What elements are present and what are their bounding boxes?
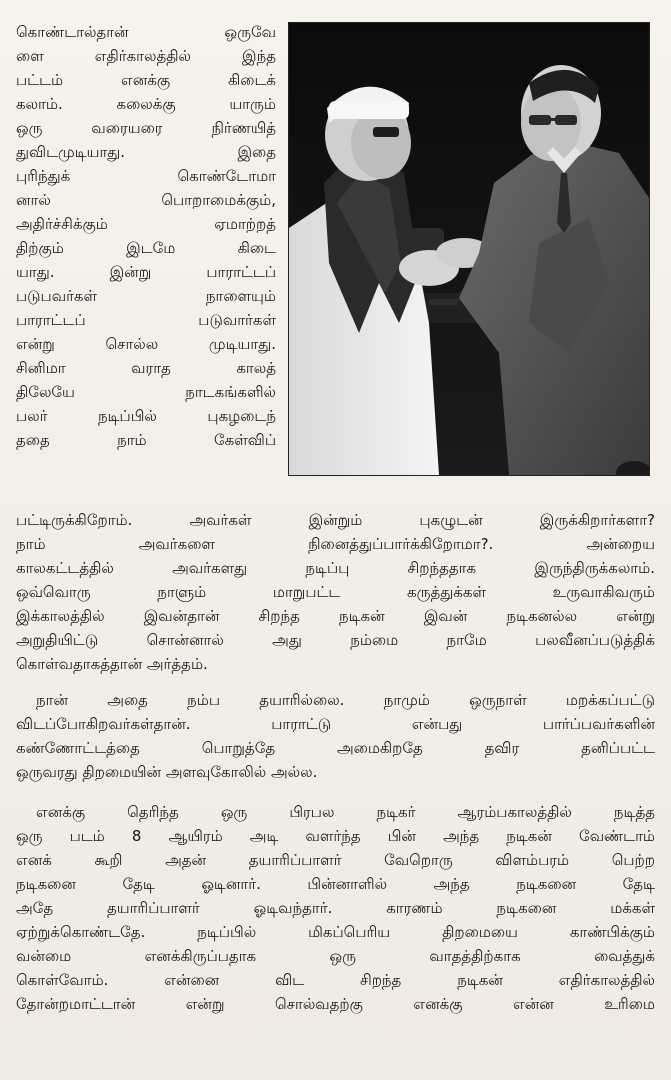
column-line: பட்டம் எனக்கு கிடைக் [16,71,276,89]
para2-line: நான் அதை நம்ப தயாரில்லை. நாமும் ஒருநாள் மறக்கப்பட்டு [36,691,655,709]
para3-line: அதே தயாரிப்பாளர் ஓடிவந்தார். காரணம் நடிகனை மக்கள் [16,899,655,917]
column-line: னால் பொறாமைக்கும், [16,191,276,209]
para3-line: வன்மை எனக்கிருப்பதாக ஒரு வாதத்திற்காக வைத்துக் [16,947,655,965]
column-line: புரிந்துக் கொண்டோமா [16,167,276,185]
para2-line: கண்ணோட்டத்தை பொறுத்தே அமைகிறதே தவிர தனிப்பட்ட [16,739,655,757]
column-line: கொண்டால்தான் ஒருவே [16,23,276,41]
para3-line: எனக் கூறி அதன் தயாரிப்பாளர் வேறொரு விளம்பரம் பெற்ற [16,851,655,869]
column-line: பலர் நடிப்பில் புகழடைந் [16,407,276,425]
para3-line: கொள்வோம். என்னை விட சிறந்த நடிகன் எதிர்காலத்தில் [16,971,655,989]
column-line: யாது. இன்று பாராட்டப் [16,263,276,281]
award-photo [288,22,650,476]
para1-line: அறுதியிட்டு சொன்னால் அது நம்மை நாமே பலவீனப்படுத்திக் [16,631,655,649]
column-line: சினிமா வராத காலத் [16,359,276,377]
para3-line: ஒரு படம் 8 ஆயிரம் அடி வளர்ந்த பின் அந்த நடிகன் வேண்டாம் [16,827,655,845]
column-line: ஒரு வரையரை நிர்ணயித் [16,119,276,137]
award-ceremony-photo-icon [289,23,649,475]
para1-line: பட்டிருக்கிறோம். அவர்கள் இன்றும் புகழுடன் இருக்கிறார்களா? [16,511,655,529]
column-line: துவிடமுடியாது. இதை [16,143,276,161]
para1-line: காலகட்டத்தில் அவர்களது நடிப்பு சிறந்ததாக இருந்திருக்கலாம். [16,559,655,577]
para1-line: கொள்வதாகத்தான் அர்த்தம். [16,655,208,673]
column-line: கலாம். கலைக்கு யாரும் [16,95,276,113]
para1-line: ஒவ்வொரு நாளும் மாறுபட்ட கருத்துக்கள் உருவாகிவரும் [16,583,655,601]
column-line: பாராட்டப் படுவார்கள் [16,311,276,329]
column-line: திலேயே நாடகங்களில் [16,383,276,401]
para3-line: ஏற்றுக்கொண்டதே. நடிப்பில் மிகப்பெரிய திறமையை காண்பிக்கும் [16,923,655,941]
column-line: படுபவர்கள் நாளையும் [16,287,276,305]
column-line: என்று சொல்ல முடியாது. [16,335,276,353]
para2-line: ஒருவரது திறமையின் அளவுகோலில் அல்ல. [16,763,318,781]
column-line: திற்கும் இடமே கிடை [16,239,276,257]
column-line: அதிர்ச்சிக்கும் ஏமாற்றத் [16,215,276,233]
para3-line: எனக்கு தெரிந்த ஒரு பிரபல நடிகர் ஆரம்பகாலத்தில் நடித்த [36,803,655,821]
para1-line: நாம் அவர்களை நினைத்துப்பார்க்கிறோமா?. அன்றைய [16,535,655,553]
para3-line: தோன்றமாட்டான் என்று சொல்வதற்கு எனக்கு என்ன உரிமை [16,995,655,1013]
para1-line: இக்காலத்தில் இவன்தான் சிறந்த நடிகன் இவன் நடிகனல்ல என்று [16,607,655,625]
column-line: ளை எதிர்காலத்தில் இந்த [16,47,276,65]
column-line: ததை நாம் கேள்விப் [16,431,276,449]
para2-line: விடப்போகிறவர்கள்தான். பாராட்டு என்பது பார்ப்பவர்களின் [16,715,655,733]
para3-line: நடிகனை தேடி ஓடினார். பின்னாளில் அந்த நடிகனை தேடி [16,875,655,893]
